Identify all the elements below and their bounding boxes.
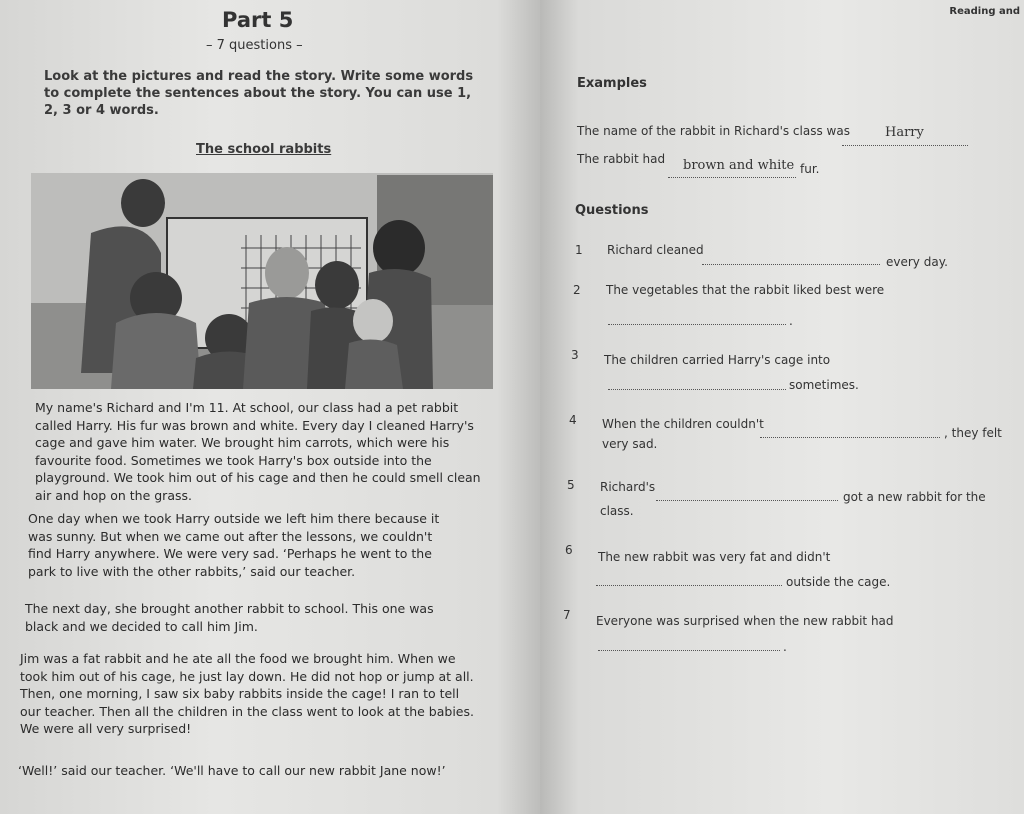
question-3-answer-line[interactable] [608,389,786,390]
question-4-text: When the children couldn't [602,417,764,431]
question-3-after: sometimes. [789,378,859,392]
question-3-number: 3 [571,348,579,362]
question-4-number: 4 [569,413,577,427]
example-1-answer-line [842,145,968,146]
question-7-text: Everyone was surprised when the new rabbit had [596,614,894,628]
corner-label: Reading and [949,6,1020,17]
question-5-number: 5 [567,478,575,492]
question-1-answer-line[interactable] [702,264,880,265]
classroom-illustration [31,173,493,389]
question-7-number: 7 [563,608,571,622]
question-3-text: The children carried Harry's cage into [604,353,831,367]
example-2-text: The rabbit had [577,152,666,166]
question-6-text: The new rabbit was very fat and didn't [598,550,831,564]
question-6-after: outside the cage. [786,575,891,589]
question-7-answer-line[interactable] [598,650,780,651]
question-7-after: . [783,640,787,654]
questions-heading: Questions [575,203,649,218]
story-paragraph-2: One day when we took Harry outside we left him there because it was sunny. But when we came out after the lessons, we couldn't find Harry anywhere. We were very sad. ‘Perhaps he went to the park to live with the other rabbits,’ said our teacher. [28,511,440,579]
question-5-after2: class. [600,504,634,518]
question-2-after: . [789,314,793,328]
story-paragraph-1: My name's Richard and I'm 11. At school, our class had a pet rabbit called Harry. His fur was brown and white. Every day I cleaned Harry's cage and gave him water. We brought him carrots, which were his favourite food. Sometimes we took Harry's box outside into the playground. We took him out of his cage and then he could smell clean air and hop on the grass. [35,400,481,503]
part-title: Part 5 [222,8,294,32]
questions-count: – 7 questions – [206,38,303,53]
example-1-text: The name of the rabbit in Richard's class was [577,124,850,138]
question-5-after: got a new rabbit for the [843,490,986,504]
question-1-text: Richard cleaned [607,243,704,257]
question-4-answer-line[interactable] [760,437,940,438]
question-4-after2: very sad. [602,437,658,451]
question-5-text: Richard's [600,480,656,494]
examples-heading: Examples [577,76,647,91]
question-1-number: 1 [575,243,583,257]
example-2-after: fur. [800,162,820,176]
example-2-answer-line [668,177,796,178]
example-2-answer: brown and white [683,158,795,173]
question-2-answer-line[interactable] [608,324,786,325]
right-page [540,0,1024,814]
question-1-after: every day. [886,255,948,269]
example-1-answer: Harry [885,125,924,140]
question-5-answer-line[interactable] [656,500,838,501]
question-6-number: 6 [565,543,573,557]
question-6-answer-line[interactable] [596,585,782,586]
story-paragraph-4: Jim was a fat rabbit and he ate all the food we brought him. When we took him out of his cage, he just lay down. He did not hop or jump at all. Then, one morning, I saw six baby rabbits inside the cage! I ran to tell our teacher. Then all the children in the class went to look at the babies. We were all very surprised! [20,651,474,736]
question-2-number: 2 [573,283,581,297]
instructions: Look at the pictures and read the story. Write some words to complete the sentences about the story. You can use 1, 2, 3 or 4 words. [44,69,474,118]
story-paragraph-5: ‘Well!’ said our teacher. ‘We'll have to call our new rabbit Jane now!’ [18,763,446,778]
story-paragraph-3: The next day, she brought another rabbit to school. This one was black and we decided to call him Jim. [25,601,434,634]
question-4-after: , they felt [944,426,1002,440]
question-2-text: The vegetables that the rabbit liked best were [606,283,885,297]
story-title: The school rabbits [196,142,332,157]
